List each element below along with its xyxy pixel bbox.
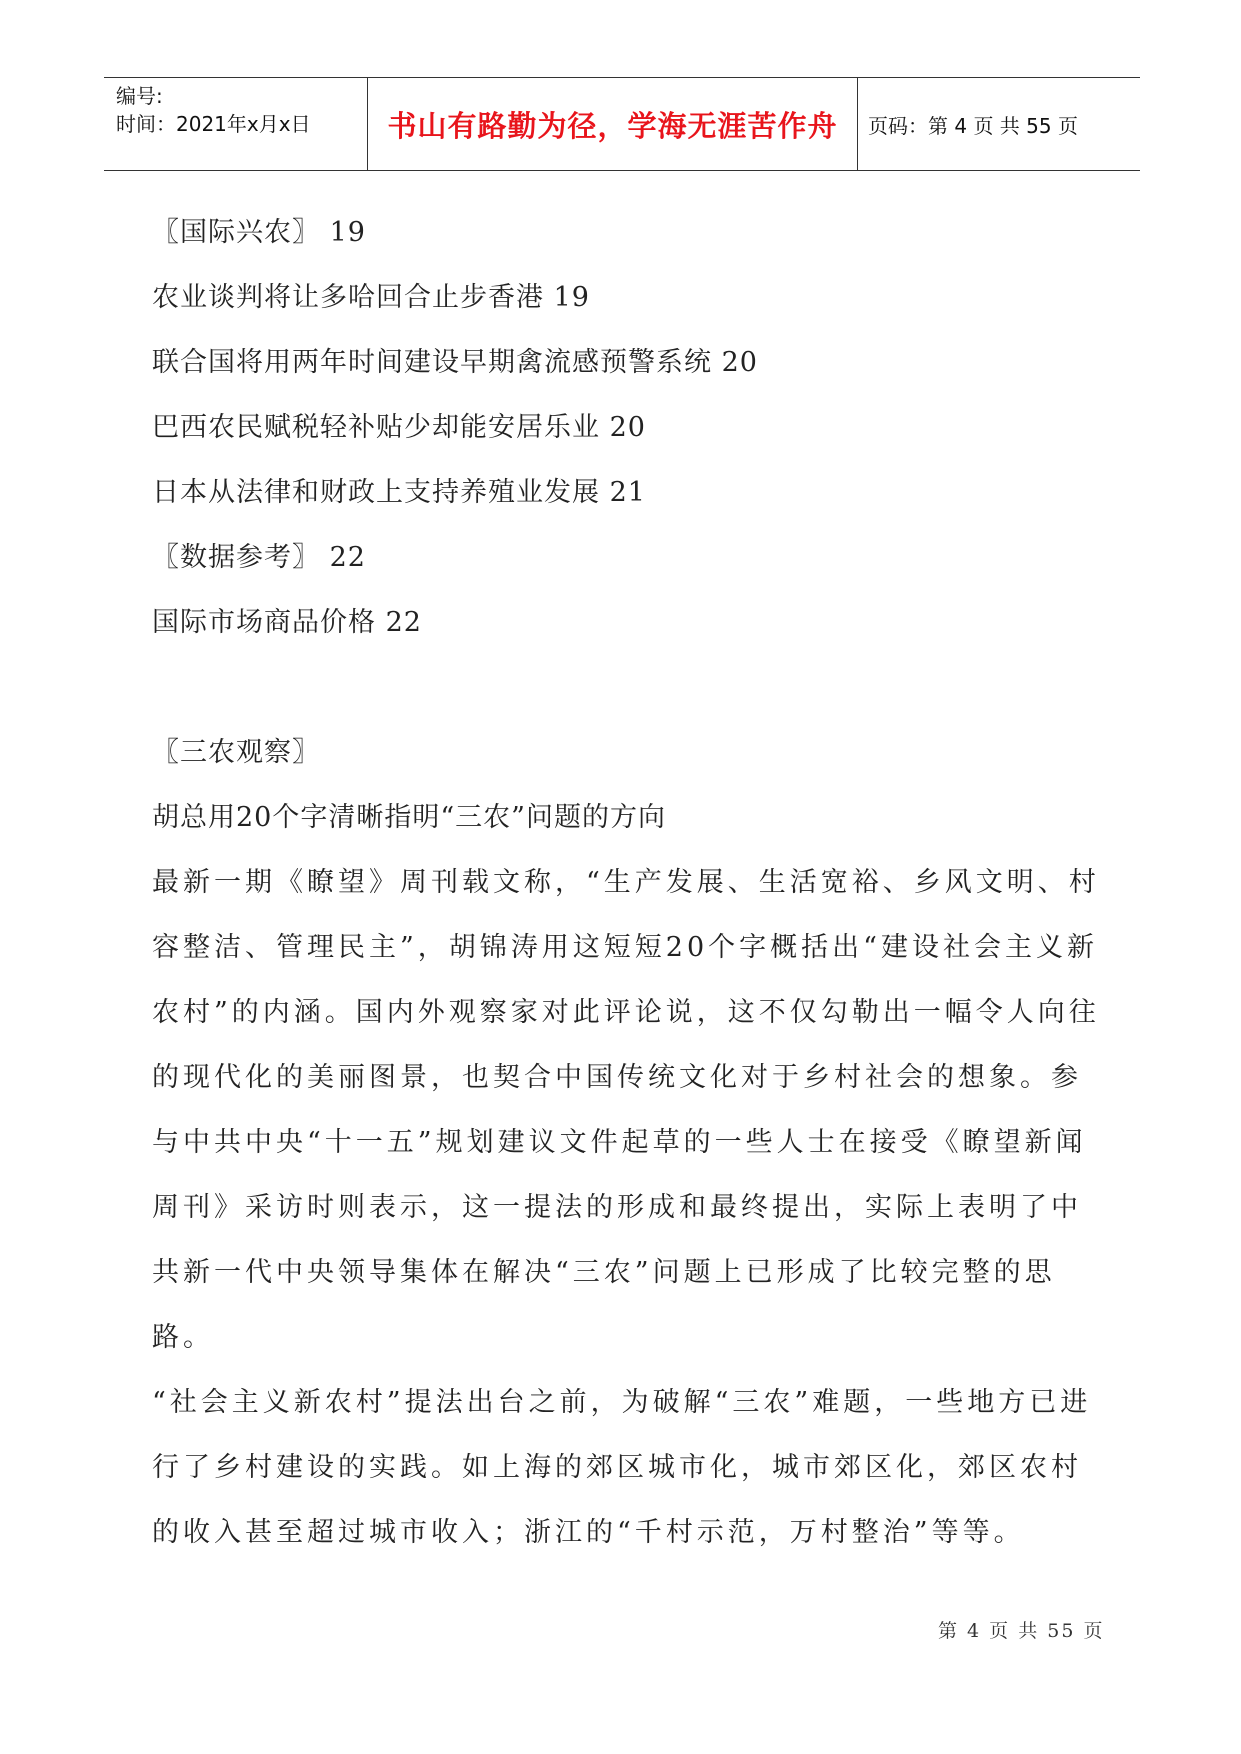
article-paragraph: 最新一期《瞭望》周刊载文称，“生产发展、生活宽裕、乡风文明、村容整洁、管理民主”，胡锦涛用这短短20个字概括出“建设社会主义新农村”的内涵。国内外观察家对此评论说，这不仅勾勒出一幅令人向往的现代化的美丽图景，也契合中国传统文化对于乡村社会的想象。参与中共中央“十一五”规划建议文件起草的一些人士在接受《瞭望新闻周刊》采访时则表示，这一提法的形成和最终提出，实际上表明了中共新一代中央领导集体在解决“三农”问题上已形成了比较完整的思路。 [152,867,1100,1353]
header-meta [116,78,364,170]
toc-entry: 〖国际兴农〗 19 [152,217,366,248]
header-motto: 书山有路勤为径，学海无涯苦作舟 [387,108,838,143]
document-body [152,200,1112,1565]
toc-entry: 国际市场商品价格 22 [152,607,422,638]
table-of-contents [152,200,1112,655]
toc-entry: 日本从法律和财政上支持养殖业发展 21 [152,477,646,508]
article-title: 胡总用20个字清晰指明“三农”问题的方向 [152,802,666,833]
page-header [104,77,1140,171]
header-page-label: 页码：第 4 页 共 55 页 [868,113,1078,138]
section-heading: 〖三农观察〗 [152,737,320,768]
document-number-label: 编号: [116,84,163,108]
toc-entry: 〖数据参考〗 22 [152,542,366,573]
article-paragraph: “社会主义新农村”提法出台之前，为破解“三农”难题，一些地方已进行了乡村建设的实践。如上海的郊区城市化，城市郊区化，郊区农村的收入甚至超过城市收入；浙江的“千村示范，万村整治”等等。 [152,1387,1092,1548]
document-time-label: 时间：2021年x月x日 [116,112,311,136]
page-footer: 第 4 页 共 55 页 [938,1620,1105,1642]
toc-entry: 巴西农民赋税轻补贴少却能安居乐业 20 [152,412,646,443]
toc-entry: 农业谈判将让多哈回合止步香港 19 [152,282,590,313]
spacer [152,655,1112,720]
toc-entry: 联合国将用两年时间建设早期禽流感预警系统 20 [152,347,758,378]
header-divider [857,78,858,170]
